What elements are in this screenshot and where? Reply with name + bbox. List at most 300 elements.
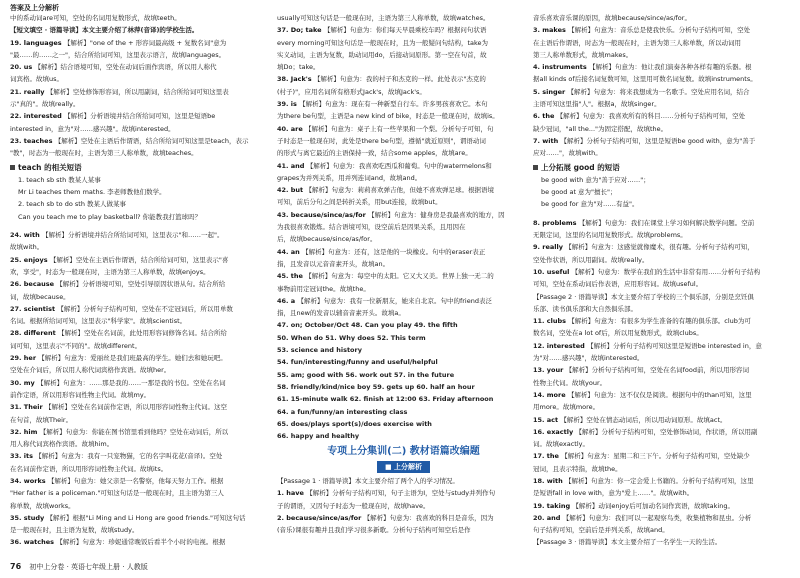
item-number: 16.	[533, 427, 547, 436]
answer-item	[10, 426, 263, 438]
item-answer: taking	[546, 501, 573, 510]
item-answer: works	[23, 476, 48, 485]
item-text: 数名词，空处在a lot of后，所以用复数形式，故填clubs。	[533, 329, 703, 338]
item-answer: enjoys	[23, 255, 50, 264]
item-answer: your	[546, 366, 566, 375]
item-text: 【解析】分析句子结构可知，空处修饰动词，作状语，所以用副	[575, 427, 758, 436]
answer-line: 55. am; good with 56. work out 57. in the future	[277, 370, 455, 379]
text-line	[277, 147, 530, 159]
text-line	[277, 258, 530, 270]
extension-title-text: teach 的相关短语	[18, 162, 82, 172]
header-tag: 答案及上分解析	[10, 4, 59, 12]
answer-line: 66. happy and healthy	[277, 432, 360, 441]
answer-item	[533, 86, 786, 98]
text-line	[533, 278, 786, 290]
item-text: be good with 意为"善于应对……"；	[541, 175, 650, 184]
item-text: 是一般现在时，且主语为复数，故填study。	[10, 526, 139, 535]
item-text: interested in，意为"对……感兴趣"。故填interested。	[10, 124, 175, 133]
answer-item	[533, 340, 786, 352]
text-line	[10, 315, 263, 327]
item-text: 【解析】句意为：莉莉喜欢弹吉他，但她不喜欢弹足球。根据语境	[305, 186, 494, 195]
item-text: 后，故填because/since/as/for。	[277, 235, 377, 244]
item-text: 在名词前作定语，所以用形容词性物主代词。故填its。	[10, 464, 168, 473]
answer-item	[10, 352, 263, 364]
item-text: 【解析】句意为：每空中的太阳。它又大又美。世界上独一无二的	[305, 272, 494, 281]
answer-item	[533, 500, 786, 512]
text-line	[277, 475, 530, 487]
answer-item	[10, 401, 263, 413]
answer-line: 58. friendly/kind/nice boy 59. gets up 60. half an hour	[277, 382, 475, 391]
item-answer: interested	[23, 112, 65, 121]
item-text: 为there be句型，主语是a new kind of bike，时态是一般现在时，故填is。	[277, 112, 499, 121]
answer-item	[10, 475, 263, 487]
item-answer: Do; take	[290, 26, 324, 35]
text-line	[10, 524, 263, 536]
text-line	[533, 536, 786, 548]
item-answer: the	[542, 112, 557, 121]
answer-item	[277, 487, 530, 499]
text-line	[10, 266, 263, 278]
item-answer: its	[23, 452, 36, 461]
text-line	[533, 73, 786, 85]
item-text: 子的谓语，又因句子时态为一般现在时，故填have。	[277, 501, 430, 510]
answer-item	[10, 278, 263, 290]
text-line	[277, 500, 530, 512]
item-text: 填Do；take。	[277, 63, 320, 72]
text-line	[533, 37, 786, 49]
item-answer: teaches	[23, 136, 55, 145]
item-answer: is	[290, 100, 300, 109]
item-number: 37.	[277, 26, 291, 35]
item-text: 【解析】空处在情态动词后，所以用动词原形。故填act。	[560, 415, 727, 424]
item-answer: different	[23, 329, 58, 338]
item-text: 【解析】结合语境可知，空处在动词后面作宾语，所以用人称代	[34, 63, 217, 72]
footer-text: 初中上分卷 · 英语七年级上册 · 人教版	[29, 563, 148, 571]
text-line	[277, 61, 530, 73]
answer-item	[533, 414, 786, 426]
text-line	[277, 221, 530, 233]
item-text: 名词。根据所给词可知，这里表示"科学家"。故填scientist。	[10, 317, 187, 326]
item-answer: really	[23, 87, 47, 96]
item-text: 【解析】句意为：还有，这是他的一块橡皮。句中的eraser表正	[302, 247, 486, 256]
item-number: 8.	[533, 218, 543, 227]
item-number: 40.	[277, 124, 291, 133]
item-answer: have	[286, 489, 307, 498]
item-text: 【解析】句意为：你一定会爱上书籍的。分析句子结构可知，这里	[565, 476, 754, 485]
item-text: 的形式与离它最近的主语保持一致，结合some apples，故填are。	[277, 149, 472, 158]
answer-item	[533, 450, 786, 462]
item-answer: with	[546, 476, 566, 485]
item-text: 【解析】句意为：他让我们演奏各种各样有趣的乐器。根	[588, 63, 752, 72]
item-text: 应对……"，故填with。	[533, 149, 602, 158]
item-number: 42.	[277, 186, 291, 195]
item-number: 30.	[10, 378, 24, 387]
item-number: 7.	[533, 136, 543, 145]
item-answer: because/since/as/for	[286, 513, 364, 522]
item-text: 【解析】句意为：有很多为学生准备的有趣的俱乐部。club为可	[568, 317, 751, 326]
text-line	[277, 86, 530, 98]
item-text: 【解析】空处修饰形容词，所以用副词，结合所给词可知这里表	[46, 87, 229, 96]
item-number: 36.	[10, 538, 24, 547]
answer-item	[10, 512, 263, 524]
item-number: 21.	[10, 87, 24, 96]
answer-line: 64. a fun/funny/an interesting class	[277, 407, 408, 416]
item-text: 是短语fall in love with，意为"爱上……"。故填with。	[533, 489, 694, 498]
item-answer: the	[290, 272, 306, 281]
item-text: 【解析】句意为：我有一只宠物猫，它的名字叫花花(音译)。空处	[35, 452, 223, 461]
item-text: grapes为并列关系，用并列连词and，故填and。	[277, 173, 422, 182]
item-number: 5.	[533, 87, 543, 96]
answer-item	[277, 160, 530, 172]
item-answer: really	[542, 243, 566, 252]
item-text: 【解析】分析句子结构可知这里是短语be interested in，意	[587, 341, 762, 350]
item-number: 20.	[533, 513, 547, 522]
text-line	[533, 123, 786, 135]
text-line	[10, 73, 263, 85]
text-line	[533, 524, 786, 536]
text-line	[533, 352, 786, 364]
item-number: 23.	[10, 136, 24, 145]
item-answer: instruments	[542, 63, 589, 72]
answer-item	[10, 135, 263, 147]
item-answer: and	[546, 513, 563, 522]
answer-line: 47. on; October/Oct 48. Can you play 49. the fifth	[277, 321, 458, 330]
answer-item	[10, 110, 263, 122]
item-text: 【解析】句意为：我喜欢所有的科目……分析句子结构可知，空处	[556, 112, 746, 121]
item-text: 【解析】句意为：这感觉就像魔术，很有趣。分析句子结构可知，	[565, 243, 754, 252]
item-text: 【解析】空处在名词前，此处用形容词修饰名词。结合所给	[57, 329, 227, 338]
text-line	[277, 283, 530, 295]
text-line	[10, 98, 263, 110]
text-line	[10, 389, 263, 401]
item-text: 【解析】分析语境并结合所给词可知，这里表示"和……一起"。	[42, 231, 224, 240]
item-text: 在句首，故填Their。	[10, 415, 73, 424]
column-middle	[277, 12, 530, 536]
text-line	[277, 307, 530, 319]
item-text: 用more。故填more。	[533, 403, 600, 412]
item-text: 【解析】句意为：我的村子和杰克的一样。此处表示"杰克的	[313, 75, 486, 84]
item-text: 为我很喜欢锻炼。结合语境可知，设空前后是因果关系，且用因在	[277, 223, 466, 232]
item-number: 11.	[533, 317, 547, 326]
item-text: 指，且发音以元音音素开头，故填an。	[277, 259, 390, 268]
item-text: 【解析】句意为：我喜欢的科目是音乐，因为	[363, 513, 494, 522]
item-number: 13.	[533, 366, 547, 375]
item-text: 【解析】"one of the + 形容词最高级 + 复数名词"意为	[63, 38, 227, 47]
item-text: 主语可知这里指"人"。根据a，故填singer。	[533, 100, 661, 109]
item-text: 为"对……感兴趣"，故填interested。	[533, 354, 644, 363]
item-text: usually可知这句话是一般现在时，主语为第三人称单数，故填watches。	[277, 14, 490, 22]
answer-item	[533, 512, 786, 524]
text-line	[533, 12, 786, 24]
column-left	[10, 12, 263, 549]
item-number: 45.	[277, 272, 291, 281]
item-text: 事物前用定冠词the。故填the。	[277, 284, 370, 293]
item-text: 据all kinds of后接名词复数可知，这里用可数名词复数。故填instruments。	[533, 75, 757, 84]
text-line	[10, 340, 263, 352]
item-text: 【解析】句意为：音乐总是使我快乐。分析句子结构可知，空处	[568, 26, 751, 35]
answer-item	[533, 241, 786, 253]
text-line	[10, 241, 263, 253]
item-text: 【解析】句意为：健身房是我最喜欢的地方，因	[368, 210, 505, 219]
item-text: 欢，享受"，时态为一般现在时，主语为第三人称单数，故填enjoys。	[10, 267, 210, 276]
item-number: 32.	[10, 427, 24, 436]
item-answer: her	[23, 354, 39, 363]
text-line	[533, 147, 786, 159]
item-number: 10.	[533, 267, 547, 276]
item-text: 【解析】动词enjoy后可加动名词作宾语，故填taking。	[572, 501, 734, 510]
item-text: 【Passage 3 · 语篇导读】本文主要介绍了一名学生一天的生活。	[533, 538, 722, 547]
item-text: 性物主代词。故填your。	[533, 378, 607, 387]
answer-item	[277, 73, 530, 85]
item-text: 【解析】分析语境可知，空处引导原因状语从句。结合所给	[56, 280, 226, 289]
item-number: 1.	[277, 489, 287, 498]
item-text: 【解析】句意为：星期二和三下午。分析句子结构可知，空处缺少	[561, 452, 750, 461]
item-number: 39.	[277, 100, 291, 109]
column-right	[533, 12, 786, 549]
item-text: 【解析】句意为：……那是我的……一那是我的书包。空处在名词	[37, 378, 226, 387]
item-answer: watches	[23, 538, 57, 547]
item-answer: but	[290, 186, 306, 195]
item-number: 17.	[533, 452, 547, 461]
answer-item	[277, 512, 530, 524]
item-number: 35.	[10, 513, 24, 522]
item-text: 指，且new的发音以辅音音素开头。故填a。	[277, 309, 405, 318]
answer-item	[277, 246, 530, 258]
text-line	[533, 327, 786, 339]
item-answer: clubs	[546, 317, 569, 326]
item-answer: him	[23, 427, 40, 436]
text-line	[10, 123, 263, 135]
text-line	[10, 24, 263, 36]
answer-item	[277, 270, 530, 282]
item-text: 可知，空处在系动词后作表语，应用形容词。故填useful。	[533, 280, 703, 289]
item-text: 空处作状语，所以用副词。故填really。	[533, 255, 649, 264]
item-text: 【Passage 1 · 语篇导读】本文主要介绍了两个人的学习情况。	[277, 476, 459, 485]
item-text: 缺少冠词，"all the..."为固定搭配，故填the。	[533, 124, 668, 133]
answer-item	[533, 315, 786, 327]
item-text: 词。故填exactly。	[533, 440, 589, 449]
item-answer: interested	[546, 341, 588, 350]
item-number: 19.	[533, 501, 547, 510]
item-text: 第三人称单数形式，故填makes。	[533, 50, 633, 59]
answer-item	[277, 24, 530, 36]
text-line	[533, 174, 786, 186]
item-text: 【解析】分析句子结构可知，句子主语为I，空处与study并列作句	[306, 489, 496, 498]
text-line	[533, 377, 786, 389]
item-number: 46.	[277, 296, 291, 305]
item-answer: more	[546, 390, 568, 399]
item-number: 43.	[277, 210, 291, 219]
item-number: 34.	[10, 476, 24, 485]
item-text: "Her father is a policeman."可知这句话是一般现在时，且主语为第三人	[10, 489, 224, 498]
text-line	[533, 463, 786, 475]
item-answer: act	[546, 415, 561, 424]
item-text: 【解析】空处在名词前作定语，所以用形容词性物主代词。这空	[44, 403, 227, 412]
answer-item	[10, 229, 263, 241]
item-text: (村子)"，应用名词所有格形式Jack's，故填Jack's。	[277, 87, 426, 96]
item-answer: and	[290, 161, 307, 170]
item-text: 【短文填空 · 语篇导读】本文主要介绍了林萍(音译)的学校生活。	[10, 26, 199, 35]
page-number: 76	[10, 562, 22, 571]
item-answer: study	[23, 513, 47, 522]
item-text: 【解析】根据"Li Ming and Li Hong are good friends."可知这句话	[46, 513, 246, 522]
item-text: 词，故填because。	[10, 292, 70, 301]
answer-item	[10, 37, 263, 49]
answer-line: 65. does/plays sport(s)/does exercise with	[277, 419, 432, 428]
text-line	[533, 438, 786, 450]
text-line	[10, 500, 263, 512]
answer-item	[533, 24, 786, 36]
item-text: 中的系动词are可知，空处的名词用复数形式，故填teeth。	[10, 14, 181, 22]
text-line	[533, 186, 786, 198]
answer-item	[533, 475, 786, 487]
item-text: every morning可知这句话是一般现在时，且为一般疑问句结构，take为	[277, 38, 489, 47]
item-answer: an	[290, 247, 303, 256]
item-text: 句子结构可知，空前后是并列关系，故填and。	[533, 526, 669, 535]
text-line	[277, 172, 530, 184]
item-text: 示"真的"。故填really。	[10, 100, 80, 109]
answer-item	[533, 364, 786, 376]
item-number: 28.	[10, 329, 24, 338]
item-text: 前作定语，所以用形容词性物主代词。故填my。	[10, 390, 151, 399]
answer-item	[533, 389, 786, 401]
text-line	[10, 211, 263, 223]
item-text: 【解析】句意为：你们每天早晨乘校车吗？根据问句状语	[323, 26, 487, 35]
item-answer: a	[290, 296, 298, 305]
item-text: 【解析】分析语境并结合所给词可知，这里是短语be	[64, 112, 216, 121]
text-line	[277, 196, 530, 208]
text-line	[10, 49, 263, 61]
item-answer: Their	[23, 403, 45, 412]
item-text: 【解析】句意为：我有一位新朋友，她来自北京。句中的friend表泛	[297, 296, 492, 305]
item-answer: useful	[546, 267, 572, 276]
item-answer: are	[290, 124, 306, 133]
text-line	[533, 401, 786, 413]
answer-item	[277, 184, 530, 196]
item-number: 26.	[10, 280, 24, 289]
item-text: 在主语后作谓语，时态为一般现在时，主语为第三人称单数，所以动词用	[533, 38, 741, 47]
answer-item	[533, 426, 786, 438]
answer-item	[533, 135, 786, 147]
text-line	[277, 233, 530, 245]
item-answer: problems	[542, 218, 579, 227]
answer-line: 54. fun/interesting/funny and useful/helpful	[277, 358, 438, 367]
answer-item	[277, 209, 530, 221]
extension-title-text: 上分拓展 good 的短语	[541, 162, 620, 172]
item-text: 【Passage 2 · 语篇导读】本文主要介绍了学校的三个俱乐部，分别是烹饪俱	[533, 292, 754, 301]
item-number: 24.	[10, 231, 24, 240]
answer-item	[10, 377, 263, 389]
item-text: 【解析】句意为：这不仅仅是阅读。根据句中的than可知，这里	[567, 390, 752, 399]
item-answer: my	[23, 378, 38, 387]
extension-title	[10, 162, 263, 174]
item-answer: singer	[542, 87, 568, 96]
text-line	[277, 135, 530, 147]
item-text: 2. teach sb to do sth 教某人做某事	[18, 200, 127, 209]
item-answer: the	[546, 452, 562, 461]
item-text: 【解析】句意为：将来我想成为一名歌手。空处应用名词，结合	[567, 87, 750, 96]
text-line	[10, 147, 263, 159]
item-text: 乐部、读书俱乐部和大自然俱乐部。	[533, 304, 637, 313]
item-text: 【解析】分析句子结构可知，这里是短语be good with，意为"善于	[560, 136, 756, 145]
text-line	[10, 364, 263, 376]
item-number: 27.	[10, 304, 24, 313]
item-answer: because	[23, 280, 57, 289]
item-number: 31.	[10, 403, 24, 412]
item-text: 词可知，这里表示"不同的"。故填different。	[10, 341, 142, 350]
item-answer: scientist	[23, 304, 58, 313]
item-text: 冠词，且表示特指，故填the。	[533, 464, 622, 473]
text-line	[533, 229, 786, 241]
item-text: 【解析】句意为：她父亲是一名警察，他每天努力工作。根据	[47, 476, 224, 485]
extension-title	[533, 162, 786, 174]
item-text: 【解析】句意为：爱丽丝是我们班最高的学生。她们去和她玩吧。	[38, 354, 227, 363]
page-footer	[10, 562, 148, 572]
item-answer: us	[23, 63, 35, 72]
item-number: 2.	[277, 513, 287, 522]
text-line	[277, 524, 530, 536]
item-text: 【解析】句意为：珍妮通常晚饭后看半个小时的电视。根据	[56, 538, 226, 547]
answer-item	[10, 303, 263, 315]
item-text: "教"，时态为一般现在时，主语为第三人称单数，故填teaches。	[10, 149, 198, 158]
item-text: (音乐)课很有趣并且我们学习很多新歌。分析句子结构可知空后是作	[277, 526, 471, 535]
text-line	[10, 438, 263, 450]
subsection-title-row	[277, 461, 530, 473]
item-number: 29.	[10, 354, 24, 363]
answer-item	[10, 536, 263, 548]
item-text: 称单数，故填works。	[10, 501, 75, 510]
subsection-title: ■ 上分解析	[377, 461, 430, 473]
item-number: 41.	[277, 161, 291, 170]
item-text: 音乐喜欢音乐课的原因，故填because/since/as/for。	[533, 14, 691, 22]
item-text: 【解析】分析句子结构可知，空处在不定冠词后，所以用单数	[57, 304, 233, 313]
item-text: 无限定词，这里的名词用复数形式。故填problems。	[533, 231, 687, 240]
answer-item	[533, 266, 786, 278]
answer-item	[277, 295, 530, 307]
item-number: 25.	[10, 255, 24, 264]
text-line	[10, 291, 263, 303]
item-text: be good at 意为"擅长"；	[541, 188, 617, 197]
square-icon	[10, 165, 15, 170]
text-line	[277, 49, 530, 61]
text-line	[533, 198, 786, 210]
item-text: 【解析】句意为：你能在图书馆里看到他吗？空处在动词后，所以	[39, 427, 229, 436]
item-number: 6.	[533, 112, 543, 121]
item-text: 词宾格。故填us。	[10, 75, 64, 84]
answer-line: 50. When do 51. Why does 52. This term	[277, 333, 426, 342]
item-text: 【解析】句意为：数学在我们的生活中非常有用……分析句子结构	[571, 267, 761, 276]
item-number: 9.	[533, 243, 543, 252]
text-line	[10, 414, 263, 426]
answer-item	[533, 110, 786, 122]
item-number: 3.	[533, 26, 543, 35]
item-text: "最……的……之一"，结合所给词可知，这里表示语言，故填languages。	[10, 50, 226, 59]
text-line	[533, 254, 786, 266]
item-text: 【解析】句意为：我喜欢吃西瓜和葡萄。句中的watermelons和	[306, 161, 492, 170]
text-line	[533, 98, 786, 110]
item-text: Mr Li teaches them maths. 李老师教他们数学。	[18, 188, 166, 197]
text-line	[10, 174, 263, 186]
item-text: 【解析】句意为：我们可以一起观察鸟类，收集植物和昆虫。分析	[562, 513, 752, 522]
square-icon	[533, 165, 538, 170]
item-text: 【解析】空处在主语后作谓语，结合所给词可知这里是teach，表示	[54, 136, 249, 145]
text-line	[277, 110, 530, 122]
item-number: 22.	[10, 112, 24, 121]
item-answer: with	[23, 231, 43, 240]
answer-item	[10, 86, 263, 98]
item-answer: languages	[23, 38, 64, 47]
item-number: 14.	[533, 390, 547, 399]
